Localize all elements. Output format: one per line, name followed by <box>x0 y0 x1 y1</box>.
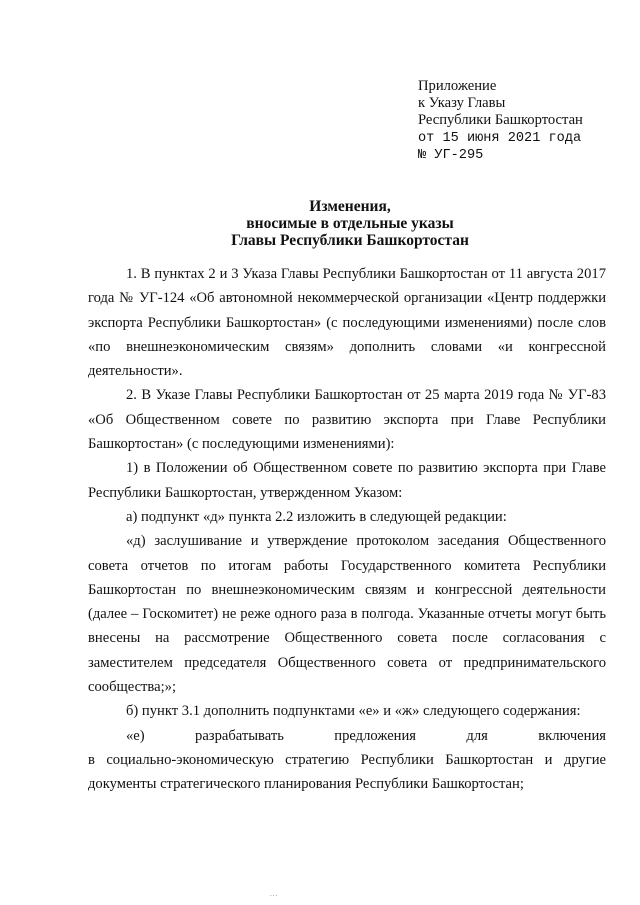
paragraph-1: 1. В пунктах 2 и 3 Указа Главы Республики Башкортостан от 11 августа 2017 года № УГ-124 «Об автономной некоммерческой организации «Центр поддержки экспорта Республики Башкортостан» (с последующими изменениями) после слов «по внешнеэкономическим связям» дополнить словами «и конгрессной деятельности». <box>88 266 606 380</box>
appendix-decree-ref: к Указу Главы <box>418 95 506 112</box>
paragraph-4: а) подпункт «д» пункта 2.2 изложить в следующей редакции: <box>126 508 507 525</box>
paragraph-3: 1) в Положении об Общественном совете по развитию экспорта при Главе Республики Башкортостан, утвержденном Указом: <box>88 460 606 501</box>
paragraph-7-first-line: «е) разрабатывать предложения для включения <box>126 727 606 744</box>
document-title <box>60 198 640 250</box>
appendix-block <box>418 78 583 164</box>
appendix-label: Приложение <box>418 78 497 94</box>
appendix-republic: Республики Башкортостан <box>418 112 583 129</box>
title-line-1: Изменения, <box>309 198 391 215</box>
paragraph-5: «д) заслушивание и утверждение протоколом заседания Общественного совета отчетов по итогам работы Государственного комитета Республики Башкортостан по внешнеэкономическим связям и конгрессной деятельности (далее – Госкомитет) не реже одного раза в полгода. Указанные отчеты могут быть внесены на рассмотрение Общественного совета после согласования с заместителем председателя Общественного совета от предпринимательского сообщества;»; <box>88 533 606 696</box>
document-body <box>88 262 606 797</box>
page-footer-mark: ... <box>270 890 279 898</box>
appendix-number: № УГ-295 <box>418 147 484 163</box>
title-line-2: вносимые в отдельные указы <box>246 215 454 233</box>
paragraph-7-continuation: в социально-экономическую стратегию Республики Башкортостан и другие документы стратегического планирования Республики Башкортостан; <box>88 751 606 793</box>
appendix-date: от 15 июня 2021 года <box>418 130 582 146</box>
title-line-3: Главы Республики Башкортостан <box>231 232 469 250</box>
paragraph-2: 2. В Указе Главы Республики Башкортостан от 25 марта 2019 года № УГ-83 «Об Общественном совете по развитию экспорта при Главе Республики Башкортостан» (с последующими изменениями): <box>88 387 606 453</box>
paragraph-6: б) пункт 3.1 дополнить подпунктами «е» и «ж» следующего содержания: <box>126 703 581 720</box>
